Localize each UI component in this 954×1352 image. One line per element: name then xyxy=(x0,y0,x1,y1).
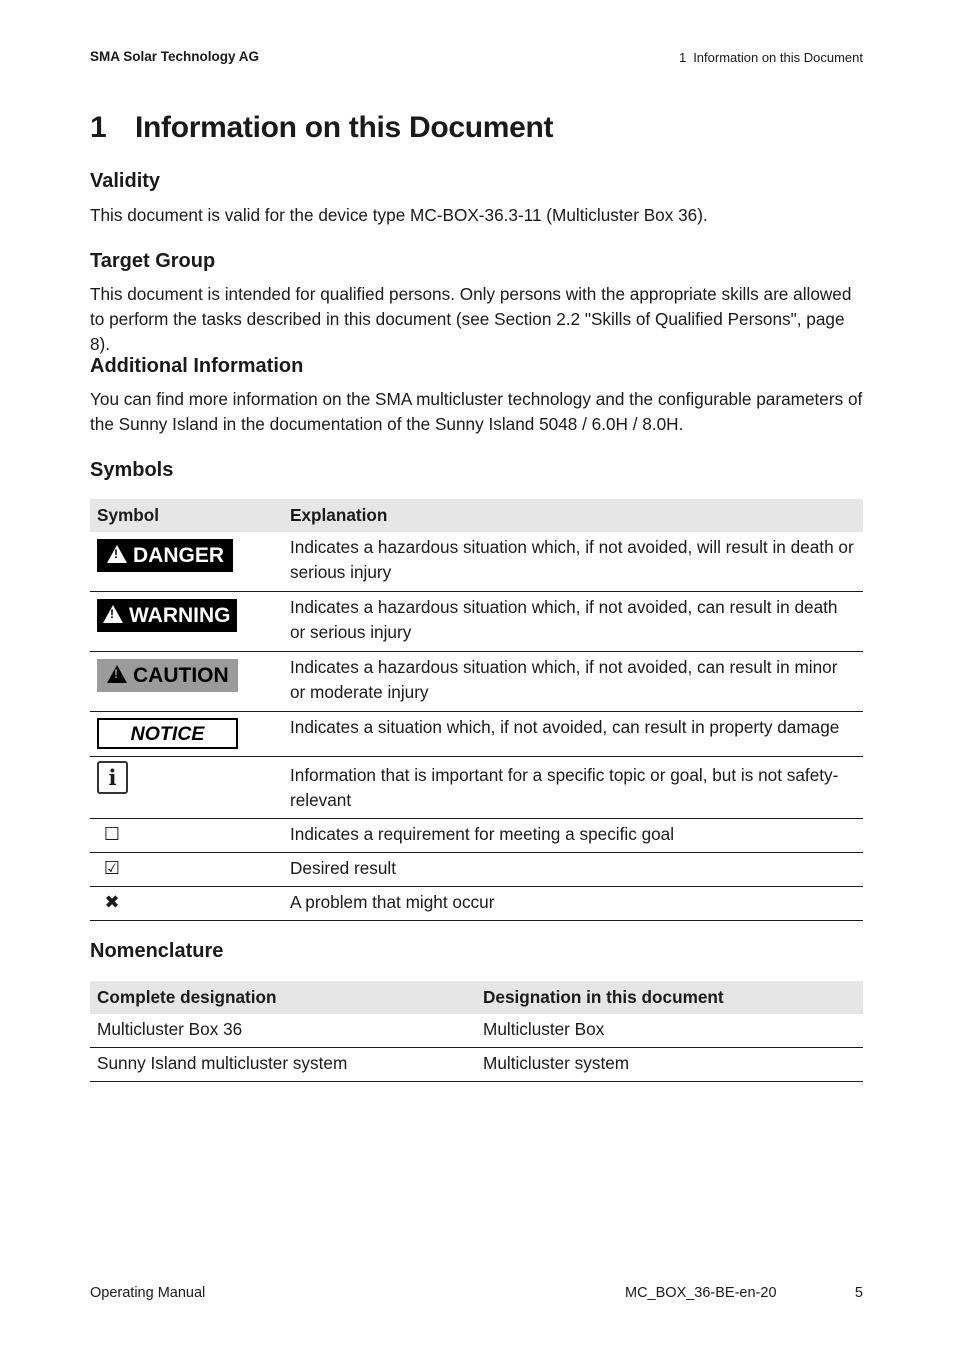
table-row xyxy=(90,819,863,853)
validity-text: This document is valid for the device type MC-BOX-36.3-11 (Multicluster Box 36). xyxy=(90,205,708,225)
nomenclature-document-cell: Multicluster Box xyxy=(476,1014,863,1048)
warning-triangle-icon xyxy=(103,605,123,623)
validity-heading: Validity xyxy=(90,170,161,192)
additional-information-text: You can find more information on the SMA multicluster technology and the configurable parameters of the Sunny Island in the documentation of the Sunny Island 5048 / 6.0H / 8.0H. xyxy=(90,389,863,434)
warning-explanation: Indicates a hazardous situation which, if not avoided, can result in death or serious injury xyxy=(283,592,863,652)
table-row xyxy=(90,652,863,712)
header-company: SMA Solar Technology AG xyxy=(90,49,260,64)
table-row xyxy=(90,887,863,921)
header-section-title: Information on this Document xyxy=(693,50,863,65)
warning-badge xyxy=(97,599,237,632)
symbols-col-explanation: Explanation xyxy=(283,499,863,532)
requirement-explanation: Indicates a requirement for meeting a specific goal xyxy=(283,819,863,853)
target-group-text: This document is intended for qualified persons. Only persons with the appropriate skills are allowed to perform the tasks described in this document (see Section 2.2 "Skills of Qualified Persons", page 8). xyxy=(90,284,852,354)
notice-explanation: Indicates a situation which, if not avoided, can result in property damage xyxy=(283,712,863,757)
symbols-table xyxy=(90,499,863,921)
table-row xyxy=(90,853,863,887)
additional-information-heading: Additional Information xyxy=(90,355,304,377)
caution-label: CAUTION xyxy=(133,664,229,687)
result-explanation: Desired result xyxy=(283,853,863,887)
footer-manual: Operating Manual xyxy=(90,1285,206,1301)
table-row xyxy=(90,1014,863,1048)
nomenclature-document-cell: Multicluster system xyxy=(476,1048,863,1082)
nomenclature-table-header xyxy=(90,981,863,1014)
warning-triangle-icon xyxy=(107,545,127,563)
notice-badge: NOTICE xyxy=(97,718,238,749)
nomenclature-col-complete: Complete designation xyxy=(90,981,476,1014)
checkbox-empty-icon: ☐ xyxy=(103,824,121,844)
info-explanation: Information that is important for a specific topic or goal, but is not safety-relevant xyxy=(283,757,863,819)
page-title-text: Information on this Document xyxy=(135,111,554,144)
header-section-number: 1 xyxy=(678,50,687,65)
caution-badge xyxy=(97,659,238,692)
info-icon: i xyxy=(97,761,128,794)
footer-code: MC_BOX_36-BE-en-20 xyxy=(625,1285,777,1301)
table-row xyxy=(90,532,863,592)
symbols-heading: Symbols xyxy=(90,459,174,481)
target-group-heading: Target Group xyxy=(90,250,216,272)
table-row xyxy=(90,757,863,819)
cross-icon: ✖ xyxy=(104,892,120,912)
table-row xyxy=(90,1048,863,1082)
danger-badge xyxy=(97,539,233,572)
document-page xyxy=(90,0,863,1352)
page-title xyxy=(90,111,553,145)
nomenclature-heading: Nomenclature xyxy=(90,940,224,962)
warning-label: WARNING xyxy=(129,604,231,627)
footer-page-number: 5 xyxy=(854,1285,863,1301)
danger-label: DANGER xyxy=(133,544,225,567)
symbols-col-symbol: Symbol xyxy=(90,499,283,532)
caution-explanation: Indicates a hazardous situation which, if not avoided, can result in minor or moderate injury xyxy=(283,652,863,712)
nomenclature-col-document: Designation in this document xyxy=(476,981,863,1014)
nomenclature-table xyxy=(90,981,863,1082)
problem-explanation: A problem that might occur xyxy=(283,887,863,921)
page-title-number: 1 xyxy=(90,111,107,144)
danger-explanation: Indicates a hazardous situation which, if not avoided, will result in death or serious injury xyxy=(283,532,863,592)
nomenclature-complete-cell: Multicluster Box 36 xyxy=(90,1014,476,1048)
symbols-table-header xyxy=(90,499,863,532)
nomenclature-complete-cell: Sunny Island multicluster system xyxy=(90,1048,476,1082)
table-row xyxy=(90,712,863,757)
checkbox-checked-icon: ☑ xyxy=(103,858,121,878)
warning-triangle-icon xyxy=(107,665,127,683)
table-row xyxy=(90,592,863,652)
header-section xyxy=(679,50,863,65)
